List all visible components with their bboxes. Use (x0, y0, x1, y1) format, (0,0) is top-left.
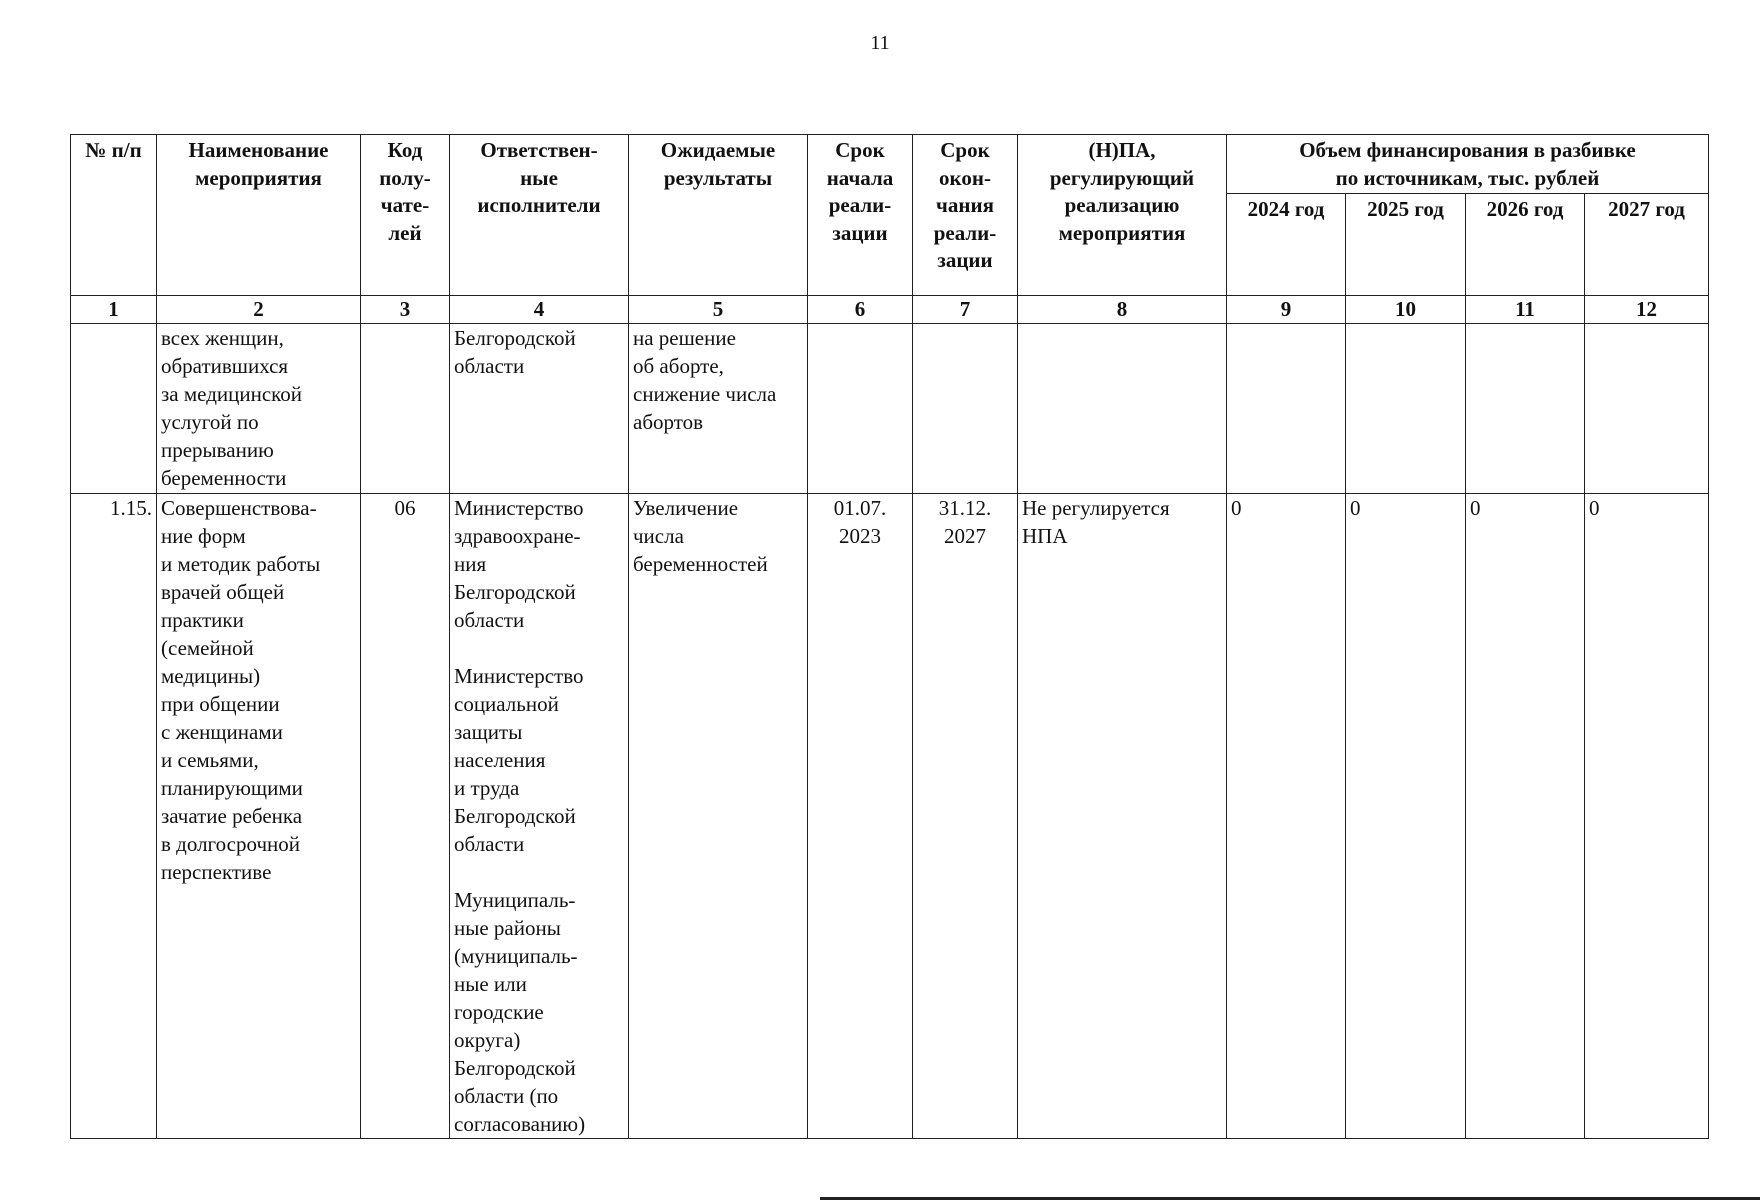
cell-name: Совершенствова- ние форм и методик работы врачей общей практики (семейной медицины) при общении с женщинами и семьями, планирующими зачатие ребенка в долгосрочной перспективе (157, 494, 361, 1139)
column-number: 4 (450, 296, 629, 324)
cell-executors: Белгородской области (450, 324, 629, 494)
cell-end (913, 324, 1018, 494)
header-num: № п/п (71, 135, 157, 296)
cell-funding-2024: 0 (1227, 494, 1346, 1139)
cell-npa (1018, 324, 1227, 494)
cell-start (808, 324, 913, 494)
column-numbers-row (71, 296, 1709, 324)
cell-name: всех женщин, обратившихся за медицинской услугой по прерыванию беременности (157, 324, 361, 494)
header-funding: Объем финансирования в разбивке по источникам, тыс. рублей (1227, 135, 1709, 194)
cell-num: 1.15. (71, 494, 157, 1139)
page-number: 11 (870, 32, 890, 54)
header-start: Срок начала реали- зации (808, 135, 913, 296)
column-number: 9 (1227, 296, 1346, 324)
header-code: Код полу- чате- лей (361, 135, 450, 296)
column-number: 12 (1585, 296, 1709, 324)
column-number: 6 (808, 296, 913, 324)
column-number: 11 (1466, 296, 1585, 324)
header-executors: Ответствен- ные исполнители (450, 135, 629, 296)
column-number: 7 (913, 296, 1018, 324)
table-row (71, 324, 1709, 494)
cell-num (71, 324, 157, 494)
cell-funding-2024 (1227, 324, 1346, 494)
cell-funding-2027 (1585, 324, 1709, 494)
column-number: 8 (1018, 296, 1227, 324)
cell-npa: Не регулируется НПА (1018, 494, 1227, 1139)
header-npa: (Н)ПА, регулирующий реализацию мероприятия (1018, 135, 1227, 296)
header-name: Наименование мероприятия (157, 135, 361, 296)
column-number: 3 (361, 296, 450, 324)
table-row (71, 494, 1709, 1139)
cell-code: 06 (361, 494, 450, 1139)
header-year-2024: 2024 год (1227, 194, 1346, 296)
cell-funding-2025: 0 (1346, 494, 1466, 1139)
header-results: Ожидаемые результаты (629, 135, 808, 296)
column-number: 1 (71, 296, 157, 324)
cell-start: 01.07. 2023 (808, 494, 913, 1139)
header-year-2026: 2026 год (1466, 194, 1585, 296)
cell-results: Увеличение числа беременностей (629, 494, 808, 1139)
header-end: Срок окон- чания реали- зации (913, 135, 1018, 296)
column-number: 2 (157, 296, 361, 324)
cell-funding-2027: 0 (1585, 494, 1709, 1139)
header-year-2025: 2025 год (1346, 194, 1466, 296)
column-number: 5 (629, 296, 808, 324)
cell-code (361, 324, 450, 494)
cell-end: 31.12. 2027 (913, 494, 1018, 1139)
cell-funding-2026 (1466, 324, 1585, 494)
cell-funding-2025 (1346, 324, 1466, 494)
header-year-2027: 2027 год (1585, 194, 1709, 296)
activities-table (70, 134, 1709, 1139)
cell-funding-2026: 0 (1466, 494, 1585, 1139)
header-row (71, 135, 1709, 194)
cell-executors: Министерство здравоохране- ния Белгородской области Министерство социальной защиты населения и труда Белгородской области Муниципаль- ные районы (муниципаль- ные или городские округа) Белгородской области (по согласованию) (450, 494, 629, 1139)
column-number: 10 (1346, 296, 1466, 324)
cell-results: на решение об аборте, снижение числа абортов (629, 324, 808, 494)
